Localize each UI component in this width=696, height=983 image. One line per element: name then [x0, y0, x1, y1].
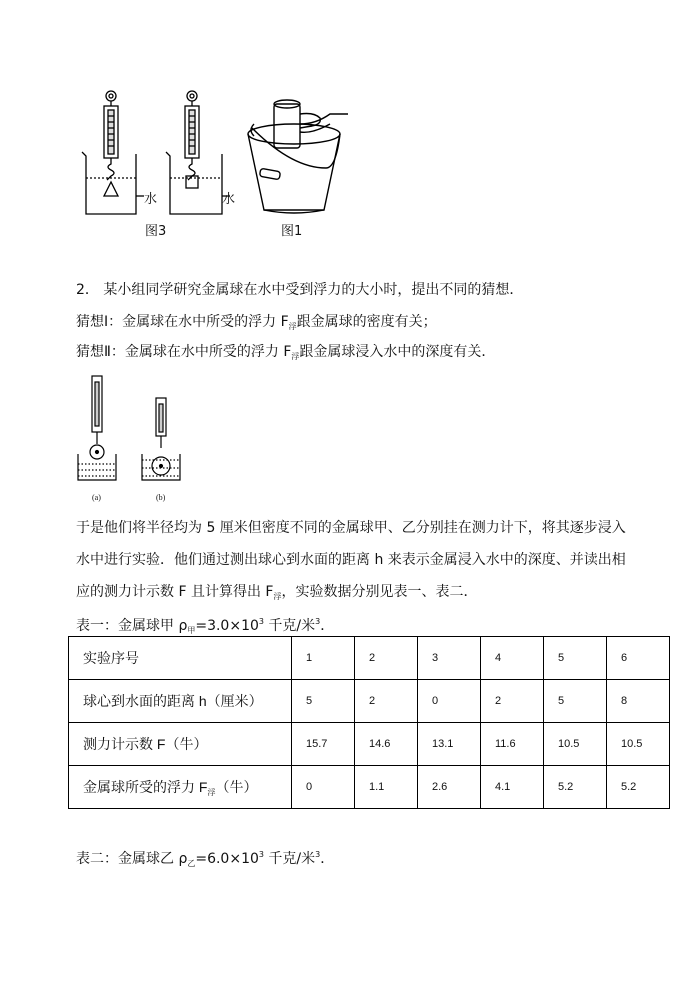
table-cell: 4.1 — [481, 766, 544, 809]
caption-figure-1: 图1 — [281, 224, 303, 239]
beaker-right — [166, 152, 230, 214]
question-intro: 2． 某小组同学研究金属球在水中受到浮力的大小时，提出不同的猜想． — [76, 282, 524, 298]
table-cell: 2 — [481, 680, 544, 723]
table-cell: 10.5 — [544, 723, 607, 766]
guess-2: 猜想Ⅱ：金属球在水中所受的浮力 $F_浮$跟金属球浸入水中的深度有关． — [76, 344, 496, 361]
table-cell: 13.1 — [418, 723, 481, 766]
table-cell: 8 — [607, 680, 670, 723]
table-cell: 5.2 — [544, 766, 607, 809]
table-row — [69, 723, 670, 766]
guess-1: 猜想Ⅰ：金属球在水中所受的浮力 $F_浮$跟金属球的密度有关； — [76, 314, 437, 331]
table-cell: 1.1 — [355, 766, 418, 809]
caption-figure-3: 图3 — [145, 224, 167, 239]
row-label: 球心到水面的距离 h（厘米） — [69, 680, 292, 723]
table-cell: 14.6 — [355, 723, 418, 766]
table-cell: 2.6 — [418, 766, 481, 809]
table-cell: 4 — [481, 637, 544, 680]
table-cell: 5 — [292, 680, 355, 723]
table-cell: 10.5 — [607, 723, 670, 766]
table-1 — [68, 636, 670, 809]
water-label-2: 水 — [222, 192, 236, 207]
table-cell: 0 — [418, 680, 481, 723]
table-1-title: 表一：金属球甲 $\rho_甲=3.0\times 10^3$ 千克/米$^3$． — [76, 617, 335, 635]
spring-scale-left — [104, 91, 118, 180]
table-cell: 15.7 — [292, 723, 355, 766]
beaker-left — [82, 152, 144, 214]
table-cell: 5.2 — [607, 766, 670, 809]
paragraph-line-3: 应的测力计示数 F 且计算得出 $F_浮$，实验数据分别见表一、表二． — [76, 584, 478, 601]
table-cell: 11.6 — [481, 723, 544, 766]
experiment-figure-ab — [76, 372, 186, 498]
table-cell: 5 — [544, 680, 607, 723]
table-cell: 2 — [355, 680, 418, 723]
figure-label-b: (b) — [156, 493, 166, 502]
paragraph-line-1: 于是他们将半径均为 5 厘米但密度不同的金属球甲、乙分别挂在测力计下，将其逐步浸入 — [76, 520, 626, 536]
figure-1-bucket — [244, 94, 348, 216]
table-row — [69, 637, 670, 680]
figure-3-scales-beakers — [78, 86, 243, 218]
table-row — [69, 766, 670, 809]
row-label: 实验序号 — [69, 637, 292, 680]
table-cell: 1 — [292, 637, 355, 680]
water-label-1: 水 — [144, 192, 158, 207]
table-cell: 6 — [607, 637, 670, 680]
spring-scale-right — [185, 91, 199, 180]
table-cell: 5 — [544, 637, 607, 680]
table-row — [69, 680, 670, 723]
table-cell: 3 — [418, 637, 481, 680]
table-cell: 0 — [292, 766, 355, 809]
figure-label-a: (a) — [92, 493, 101, 502]
row-label: 测力计示数 F（牛） — [69, 723, 292, 766]
row-label: 金属球所受的浮力 $F_浮$（牛） — [69, 766, 292, 809]
table-cell: 2 — [355, 637, 418, 680]
paragraph-line-2: 水中进行实验．他们通过测出球心到水面的距离 h 来表示金属浸入水中的深度、并读出相 — [76, 552, 626, 568]
table-2-title: 表二：金属球乙 $\rho_乙=6.0\times 10^3$ 千克/米$^3$． — [76, 850, 335, 868]
